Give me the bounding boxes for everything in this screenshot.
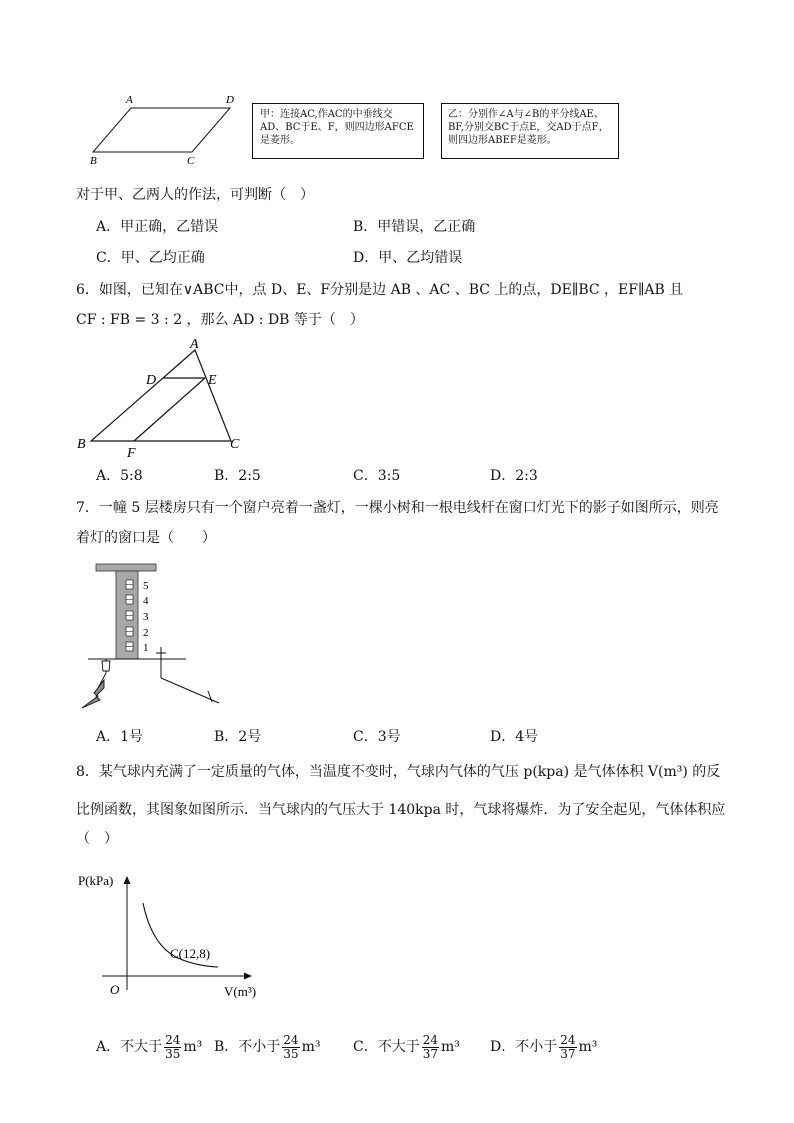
q7-option-b[interactable]: B．2号 <box>214 729 262 745</box>
floor-label: 1 <box>143 642 149 654</box>
q5-option-c[interactable]: C．甲、乙均正确 <box>96 250 205 266</box>
q8-option-d[interactable]: D．不小于 $\frac{24}{37}$ m³ <box>490 1032 598 1061</box>
point-label: C(12,8) <box>170 946 211 961</box>
label-D: D <box>226 94 234 106</box>
q6-option-b[interactable]: B．2:5 <box>214 468 261 484</box>
q6-line1: 6．如图，已知在∨ABC中，点 D、E、F分别是边 AB 、AC 、BC 上的点，DE∥BC ，EF∥AB 且 <box>76 282 684 298</box>
q7-option-d[interactable]: D．4号 <box>490 729 539 745</box>
building-figure <box>74 560 234 716</box>
q5-option-b[interactable]: B．甲错误，乙正确 <box>353 219 476 235</box>
parallelogram-figure <box>88 90 248 166</box>
q8-option-c[interactable]: C．不大于 $\frac{24}{37}$ m³ <box>353 1032 460 1061</box>
floor-label: 4 <box>143 595 149 607</box>
q6-option-d[interactable]: D．2:3 <box>490 468 538 484</box>
q8-option-b[interactable]: B．不小于 $\frac{24}{35}$ m³ <box>214 1032 321 1061</box>
q8-line1: 8．某气球内充满了一定质量的气体，当温度不变时，气球内气体的气压 p(kpa) 是气体体积 V(m³) 的反 <box>76 764 721 780</box>
inverse-function-graph <box>74 862 274 1008</box>
box-jia-line: 是菱形。 <box>260 135 300 146</box>
q7-line2: 着灯的窗口是（ ） <box>76 530 216 546</box>
box-jia-line: 甲：连接AC,作AC的中垂线交 <box>260 109 393 120</box>
triangle-figure <box>74 334 254 460</box>
q5-option-a[interactable]: A．甲正确，乙错误 <box>96 219 219 235</box>
q7-line1: 7．一幢 5 层楼房只有一个窗户亮着一盏灯，一棵小树和一根电线杆在窗口灯光下的影子如图所示，则亮 <box>76 500 719 516</box>
label-D: D <box>146 373 157 388</box>
q6-line2: CF : FB = 3 : 2 ，那么 AD : DB 等于（ ） <box>76 312 364 328</box>
label-A: A <box>190 337 199 352</box>
origin-label: O <box>110 982 120 997</box>
label-B: B <box>77 437 86 452</box>
label-C: C <box>230 437 240 452</box>
label-E: E <box>208 373 217 388</box>
label-F: F <box>127 446 136 460</box>
label-B: B <box>90 155 97 166</box>
box-yi-line: BF,分别交BC于点E，交AD于点F， <box>448 122 609 133</box>
q8-line2: 比例函数，其图象如图所示．当气球内的气压大于 140kpa 时，气球将爆炸．为了安全起见，气体体积应 <box>76 802 726 818</box>
q8-line3: （ ） <box>76 831 118 847</box>
box-jia-line: AD、BC于E、F，则四边形AFCE <box>260 122 414 133</box>
q8-option-a[interactable]: A．不大于 $\frac{24}{35}$ m³ <box>96 1032 203 1061</box>
box-yi-line: 乙：分别作∠A与∠B的平分线AE、 <box>448 109 604 120</box>
floor-label: 2 <box>143 627 149 639</box>
floor-label: 3 <box>143 611 149 623</box>
q7-option-c[interactable]: C．3号 <box>353 729 401 745</box>
box-yi <box>441 103 619 159</box>
q5-question: 对于甲、乙两人的作法，可判断（ ） <box>76 187 314 203</box>
q6-option-a[interactable]: A．5:8 <box>96 468 143 484</box>
box-yi-line: 则四边形ABEF是菱形。 <box>448 135 557 146</box>
label-C: C <box>187 155 195 166</box>
floor-label: 5 <box>143 580 149 592</box>
q7-option-a[interactable]: A．1号 <box>96 729 144 745</box>
y-axis-label: P(kPa) <box>78 873 114 888</box>
box-jia <box>252 103 424 159</box>
q6-option-c[interactable]: C．3:5 <box>353 468 401 484</box>
label-A: A <box>126 94 133 106</box>
x-axis-label: V(m³) <box>224 984 257 999</box>
q5-option-d[interactable]: D．甲、乙均错误 <box>353 250 463 266</box>
